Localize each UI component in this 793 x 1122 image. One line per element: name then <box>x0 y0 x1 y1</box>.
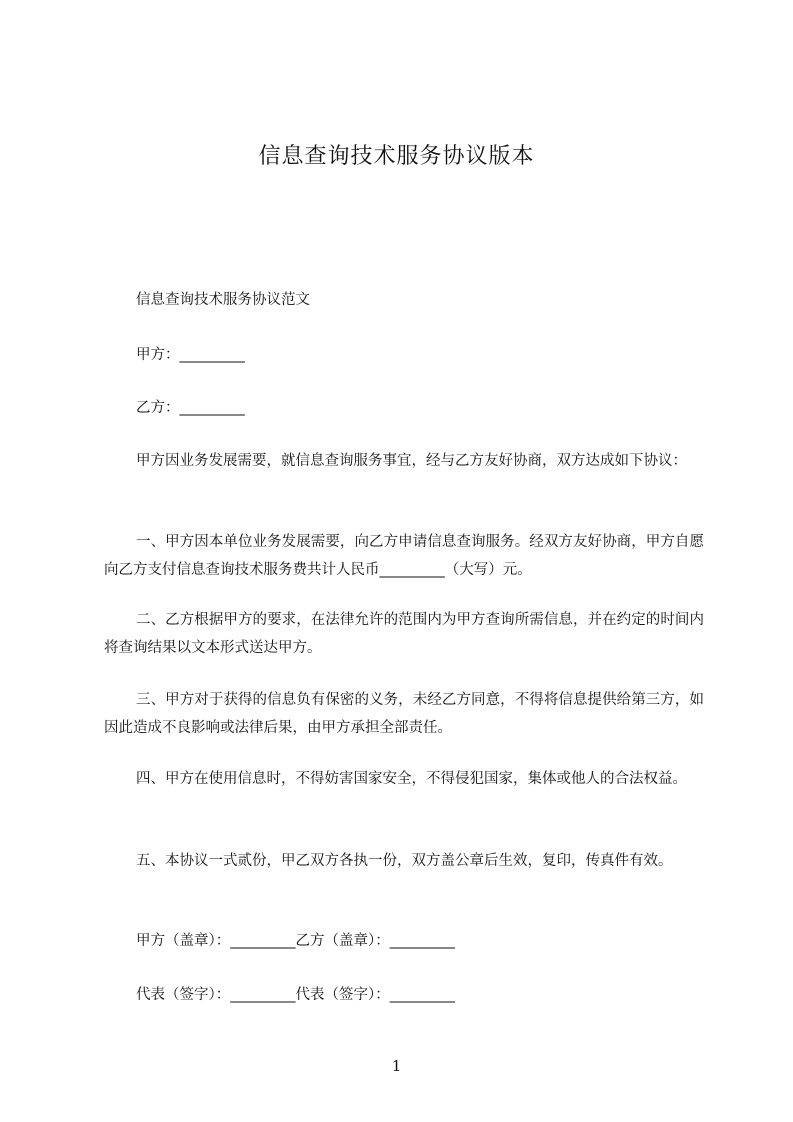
signature-line: 代表（签字）：_________代表（签字）：_________ <box>136 987 455 1003</box>
page-number: 1 <box>391 1057 402 1075</box>
clause-3-paragraph: 三、甲方对于获得的信息负有保密的义务，未经乙方同意，不得将信息提供给第三方，如因此造成不良影响或法律后果，由甲方承担全部责任。 <box>104 692 704 736</box>
seal-line: 甲方（盖章）：_________乙方（盖章）：_________ <box>136 933 455 949</box>
clause-2-paragraph: 二、乙方根据甲方的要求，在法律允许的范围内为甲方查询所需信息，并在约定的时间内将查询结果以文本形式送达甲方。 <box>104 612 704 656</box>
party-b-line: 乙方：_________ <box>136 400 245 416</box>
party-a-line: 甲方：_________ <box>136 347 245 363</box>
intro-paragraph: 甲方因业务发展需要，就信息查询服务事宜，经与乙方友好协商，双方达成如下协议： <box>136 453 687 469</box>
document-subtitle: 信息查询技术服务协议范文 <box>136 292 310 308</box>
clause-5-paragraph: 五、本协议一式贰份，甲乙双方各执一份，双方盖公章后生效，复印，传真件有效。 <box>136 853 673 869</box>
document-title: 信息查询技术服务协议版本 <box>258 144 535 169</box>
clause-1-paragraph: 一、甲方因本单位业务发展需要，向乙方申请信息查询服务。经双方友好协商，甲方自愿向乙方支付信息查询技术服务费共计人民币_________（大写）元。 <box>104 534 704 578</box>
clause-4-paragraph: 四、甲方在使用信息时，不得妨害国家安全，不得侵犯国家，集体或他人的合法权益。 <box>136 771 687 787</box>
